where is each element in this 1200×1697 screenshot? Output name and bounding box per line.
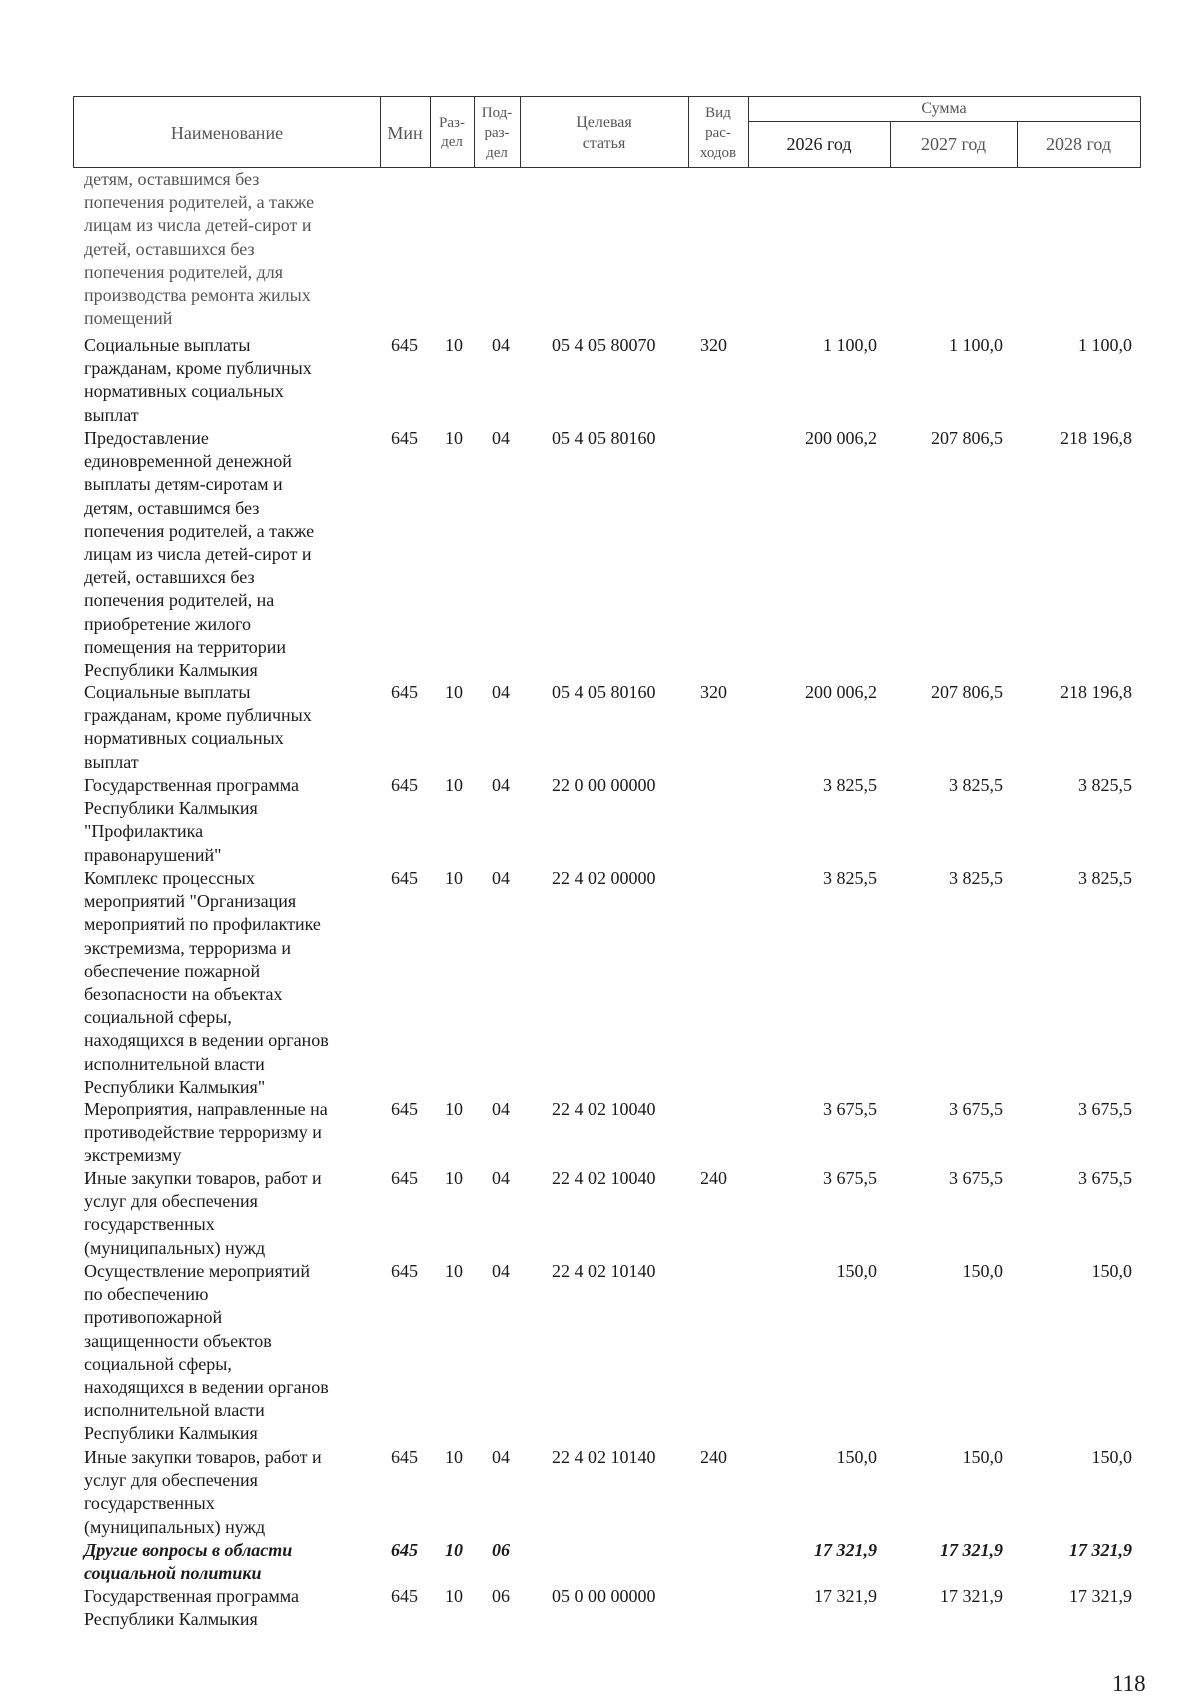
row-name-line: детям, оставшимся без [84,497,260,518]
page-number: 118 [1112,1671,1146,1696]
row-name-line: производства ремонта жилых [84,285,311,306]
cell-razdel: 10 [445,1168,463,1188]
cell-y2028: 150,0 [1091,1447,1132,1467]
cell-y2026: 3 825,5 [823,868,877,888]
row-name-line: Социальные выплаты [84,682,251,702]
row-name-line: социальной политики [84,1563,262,1584]
cell-y2028: 17 321,9 [1069,1586,1132,1606]
cell-y2027: 1 100,0 [949,335,1003,355]
row-name-line: по обеспечению [84,1284,209,1305]
cell-y2026: 3 675,5 [823,1168,877,1188]
row-name-line: детям, оставшимся без [84,169,260,189]
row-name-line: приобретение жилого [84,613,252,634]
cell-y2027: 17 321,9 [940,1586,1003,1606]
cell-y2026: 150,0 [836,1447,877,1467]
row-name-line: детей, оставшихся без [84,238,255,259]
cell-podrazdel: 04 [492,682,510,702]
row-name-line: попечения родителей, для [84,261,284,282]
row-name [84,1098,370,1168]
cell-y2028: 1 100,0 [1078,335,1132,355]
cell-podrazdel: 04 [492,1261,510,1281]
cell-cs: 05 4 05 80070 [552,335,656,355]
cell-y2028: 218 196,8 [1060,428,1132,448]
table-header [73,96,1141,168]
row-name [84,774,370,867]
cell-cs: 22 4 02 00000 [552,868,656,888]
cell-y2028: 218 196,8 [1060,682,1132,702]
cell-y2027: 3 675,5 [949,1099,1003,1119]
row-name-line: выплаты детям-сиротам и [84,474,283,495]
cell-min: 645 [391,1540,418,1560]
cell-min: 645 [391,1447,418,1467]
cell-cs: 05 4 05 80160 [552,682,656,702]
cell-y2026: 1 100,0 [823,335,877,355]
row-name-line: правонарушений" [84,844,222,865]
row-name-line: нормативных социальных [84,381,284,402]
row-name-line: защищенности объектов [84,1330,272,1351]
cell-y2026: 17 321,9 [814,1586,877,1606]
cell-y2028: 17 321,9 [1069,1540,1132,1560]
row-name-line: гражданам, кроме публичных [84,705,312,726]
row-name-line: государственных [84,1214,215,1235]
cell-y2026: 200 006,2 [805,682,877,702]
cell-y2028: 150,0 [1091,1261,1132,1281]
cell-razdel: 10 [445,428,463,448]
cell-cs: 22 4 02 10040 [552,1168,656,1188]
cell-y2027: 150,0 [962,1261,1003,1281]
row-name-line: единовременной денежной [84,451,292,472]
cell-min: 645 [391,682,418,702]
cell-cs: 05 4 05 80160 [552,428,656,448]
row-name-line: нормативных социальных [84,728,284,749]
cell-y2027: 3 825,5 [949,868,1003,888]
row-name-line: помещения на территории [84,636,287,657]
cell-y2027: 207 806,5 [931,682,1003,702]
header-celevaya-statya: Целевая статья [576,114,632,152]
cell-podrazdel: 04 [492,335,510,355]
cell-y2027: 3 675,5 [949,1168,1003,1188]
cell-podrazdel: 04 [492,1168,510,1188]
cell-podrazdel: 06 [492,1540,510,1560]
row-name-line: услуг для обеспечения [84,1191,258,1212]
cell-min: 645 [391,1261,418,1281]
row-name [84,681,370,774]
cell-razdel: 10 [445,1447,463,1467]
cell-vr: 240 [700,1447,727,1467]
cell-y2027: 3 825,5 [949,775,1003,795]
header-year-2026: 2026 год [786,133,852,154]
cell-cs: 22 4 02 10040 [552,1099,656,1119]
cell-vr: 320 [700,335,727,355]
row-name-line: находящихся в ведении органов [84,1377,329,1398]
cell-razdel: 10 [445,1099,463,1119]
cell-y2026: 17 321,9 [814,1540,877,1560]
cell-razdel: 10 [445,1540,463,1560]
cell-cs: 22 0 00 00000 [552,775,656,795]
row-name-line: выплат [84,404,139,425]
row-name-line: Республики Калмыкия" [84,1076,266,1097]
row-name-line: (муниципальных) нужд [84,1237,266,1258]
cell-y2026: 200 006,2 [805,428,877,448]
row-name [84,1539,370,1585]
cell-y2027: 207 806,5 [931,428,1003,448]
row-name-line: Социальные выплаты [84,335,251,355]
row-name-line: мероприятий по профилактике [84,914,321,935]
row-name [84,867,370,1099]
row-name-line: лицам из числа детей-сирот и [84,215,312,236]
row-name-line: противодействие терроризму и [84,1122,322,1143]
row-name-line: Комплекс процессных [84,868,255,888]
row-name [84,427,370,682]
cell-podrazdel: 04 [492,428,510,448]
cell-min: 645 [391,1099,418,1119]
cell-y2026: 3 825,5 [823,775,877,795]
row-name-line: Иные закупки товаров, работ и [84,1447,322,1467]
header-razdel: Раз- дел [439,115,465,150]
row-name-line: экстремизму [84,1145,182,1166]
row-name-line: находящихся в ведении органов [84,1030,329,1051]
cell-razdel: 10 [445,335,463,355]
cell-podrazdel: 04 [492,1447,510,1467]
row-name [84,334,370,427]
header-summa: Сумма [921,100,967,117]
cell-razdel: 10 [445,1261,463,1281]
cell-y2027: 17 321,9 [940,1540,1003,1560]
cell-podrazdel: 04 [492,1099,510,1119]
row-name [84,1167,370,1260]
row-name-line: Предоставление [84,428,209,448]
cell-podrazdel: 06 [492,1586,510,1606]
row-name-line: помещений [84,308,173,329]
row-name-line: попечения родителей, а также [84,192,315,213]
row-name-line: попечения родителей, а также [84,520,315,541]
header-year-2028: 2028 год [1045,133,1112,154]
cell-podrazdel: 04 [492,775,510,795]
cell-razdel: 10 [445,1586,463,1606]
row-name-line: гражданам, кроме публичных [84,358,312,379]
row-name-line: Другие вопросы в области [84,1540,293,1560]
row-name-line: Государственная программа [84,1586,299,1606]
row-name-line: Республики Калмыкия [84,1609,258,1630]
row-name-line: исполнительной власти [84,1400,265,1421]
row-name-line: лицам из числа детей-сирот и [84,544,312,565]
row-name-line: Осуществление мероприятий [84,1261,310,1281]
row-name-line: исполнительной власти [84,1053,265,1074]
row-name-line: попечения родителей, на [84,590,275,611]
row-name-line: детей, оставшихся без [84,567,255,588]
row-name-line: Иные закупки товаров, работ и [84,1168,322,1188]
cell-y2028: 3 675,5 [1078,1099,1132,1119]
header-min: Мин [387,122,423,143]
header-podrazdel: Под- раз- дел [481,105,513,161]
row-name-line: государственных [84,1493,215,1514]
cell-min: 645 [391,868,418,888]
row-name-line: выплат [84,751,139,772]
cell-y2028: 3 825,5 [1078,868,1132,888]
row-name-line: Государственная программа [84,775,299,795]
row-name-line: услуг для обеспечения [84,1470,258,1491]
header-name: Наименование [170,122,284,143]
cell-y2026: 3 675,5 [823,1099,877,1119]
row-name-line: (муниципальных) нужд [84,1516,266,1537]
cell-cs: 22 4 02 10140 [552,1447,656,1467]
header-vid-rashodov: Вид рас- ходов [699,105,737,161]
row-name-line: социальной сферы, [84,1007,232,1028]
cell-y2028: 3 825,5 [1078,775,1132,795]
cell-cs: 22 4 02 10140 [552,1261,656,1281]
cell-min: 645 [391,428,418,448]
cell-vr: 240 [700,1168,727,1188]
cell-y2027: 150,0 [962,1447,1003,1467]
row-name-line: Мероприятия, направленные на [84,1099,328,1119]
row-name-line: противопожарной [84,1307,223,1328]
cell-podrazdel: 04 [492,868,510,888]
row-name-line: обеспечение пожарной [84,960,261,981]
cell-y2028: 3 675,5 [1078,1168,1132,1188]
row-name [84,168,370,330]
row-name-line: Республики Калмыкия [84,798,258,819]
row-name-line: социальной сферы, [84,1353,232,1374]
cell-min: 645 [391,1586,418,1606]
cell-razdel: 10 [445,868,463,888]
cell-vr: 320 [700,682,727,702]
row-name-line: безопасности на объектах [84,984,283,1005]
row-name-line: Республики Калмыкия [84,1423,258,1444]
cell-min: 645 [391,1168,418,1188]
header-year-2027: 2027 год [920,133,987,154]
cell-cs: 05 0 00 00000 [552,1586,656,1606]
row-name-line: Республики Калмыкия [84,660,258,681]
cell-min: 645 [391,775,418,795]
cell-razdel: 10 [445,682,463,702]
row-name-line: экстремизма, терроризма и [84,937,291,958]
row-name-line: "Профилактика [84,821,204,842]
cell-min: 645 [391,335,418,355]
cell-razdel: 10 [445,775,463,795]
row-name-line: мероприятий "Организация [84,891,297,912]
cell-y2026: 150,0 [836,1261,877,1281]
row-name [84,1585,370,1631]
row-name [84,1446,370,1539]
row-name [84,1260,370,1446]
